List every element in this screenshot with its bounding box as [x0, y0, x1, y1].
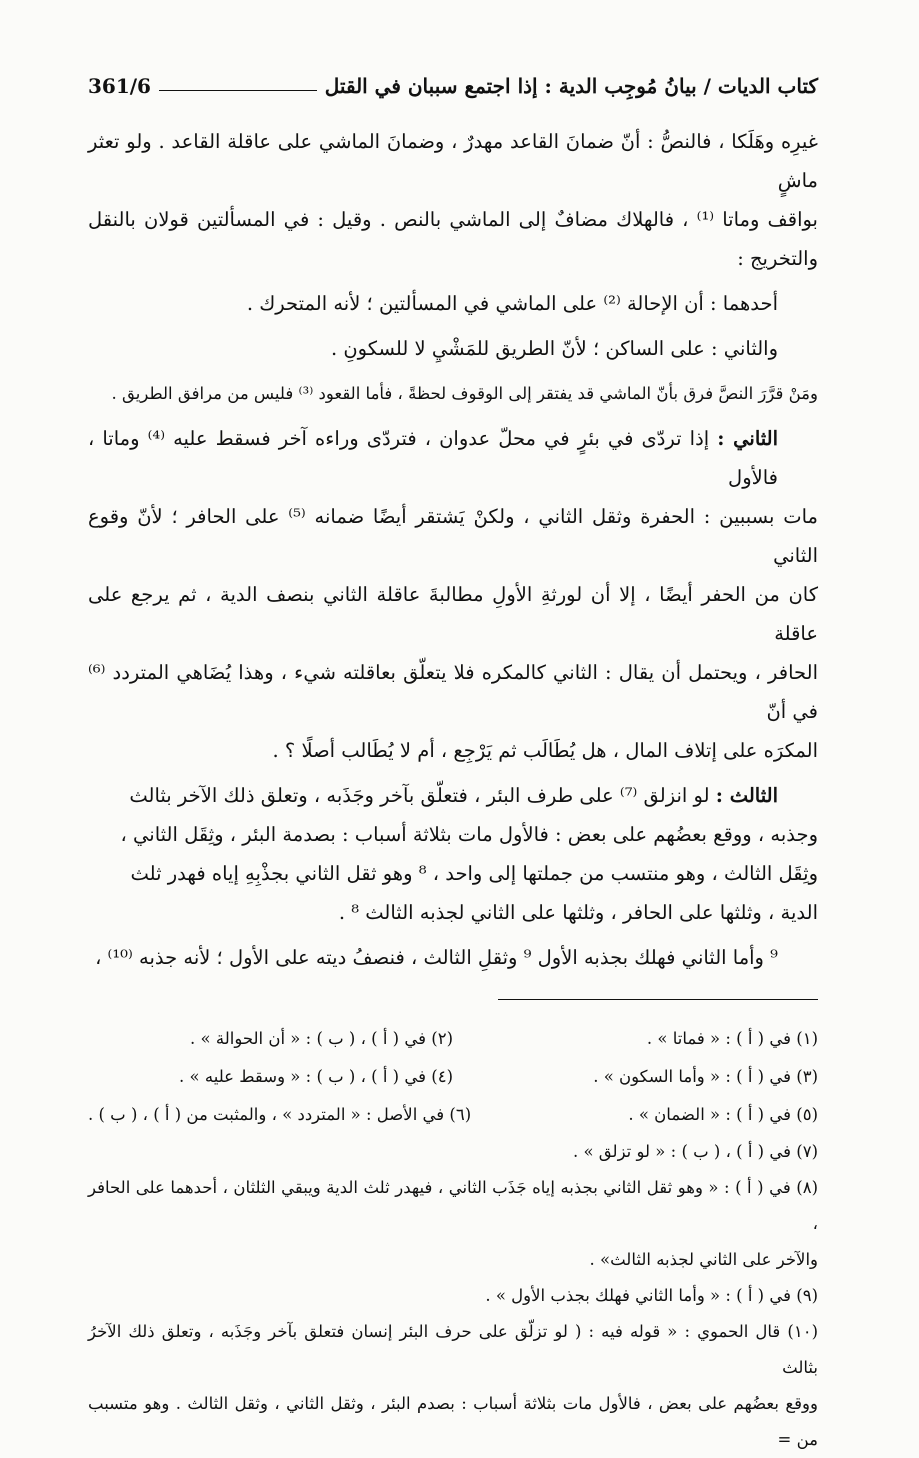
paragraph: أحدهما : أن الإحالة ⁽²⁾ على الماشي في المسألتين ؛ لأنه المتحرك . [246, 292, 778, 315]
paragraph-line: وجذبه ، ووقع بعضُهم على بعض : فالأول مات بثلاثة أسباب : بصدمة البئر ، وثِقَل الثاني ، [120, 823, 818, 846]
book-page [88, 68, 818, 1458]
paragraph-line: وثِقَل الثالث ، وهو منتسب من جملتها إلى واحد ، ⁸ وهو ثقل الثاني بجذْبِهِ إياه فهدر ثلث [130, 862, 818, 885]
paragraph-line: المكرَه على إتلاف المال ، هل يُطَالَب ثم يَرْجِع ، أم لا يُطَالب أصلًا ؟ . [272, 739, 818, 762]
footnote: (٥) في ( أ ) : « الضمان » . [628, 1105, 818, 1124]
paragraph-text: إذا تردّى في بئرٍ في محلّ عدوان ، فتردّى وراءه آخر فسقط عليه ⁽⁴⁾ وماتا ، فالأول [88, 427, 778, 489]
footnote: (٣) في ( أ ) : « وأما السكون » . [593, 1067, 818, 1086]
footnote: (١٠) قال الحموي : « قوله فيه : ( لو تزلّق على حرف البئر إنسان فتعلق بآخر وجَذَبه ، وتعلق ذلك الآخرُ بثالث [88, 1322, 818, 1377]
main-text [88, 122, 818, 977]
paragraph: ⁹ وأما الثاني فهلك بجذبه الأول ⁹ وثقلِ الثالث ، فنصفُ ديته على الأول ؛ لأنه جذبه ⁽¹⁰⁾ ، [95, 946, 778, 969]
footnote: (٢) في ( أ ) ، ( ب ) : « أن الحوالة » . [190, 1029, 453, 1048]
footnote: (٦) في الأصل : « المتردد » ، والمثبت من ( أ ) ، ( ب ) . [88, 1105, 472, 1124]
section-lead: الثالث : [715, 784, 778, 807]
footnote-row [88, 1020, 818, 1058]
paragraph: والثاني : على الساكن ؛ لأنّ الطريق للمَشْيِ لا للسكونِ . [330, 337, 778, 360]
paragraph-text: لو انزلق ⁽⁷⁾ على طرف البئر ، فتعلّق بآخر وجَذَبه ، وتعلق ذلك الآخر بثالث [129, 784, 716, 807]
paragraph-line [88, 419, 818, 497]
paragraph-line: بواقف وماتا ⁽¹⁾ ، فالهلاك مضافٌ إلى الماشي بالنص . وقيل : في المسألتين قولان بالنقل والتخريج : [88, 208, 818, 270]
header-title: كتاب الديات / بيانُ مُوجِب الدية : إذا اجتمع سببان في القتل [324, 74, 818, 98]
header-rule [159, 90, 317, 91]
footnote: (٩) في ( أ ) : « وأما الثاني فهلك بجذب الأول » . [485, 1286, 818, 1305]
footnote: (١) في ( أ ) : « فماتا » . [646, 1029, 818, 1048]
footnote-continuation: والآخر على الثاني لجذبه الثالث» . [589, 1250, 818, 1269]
paragraph-line: غيرِه وهَلَكا ، فالنصُّ : أنّ ضمانَ القاعد مهدرٌ ، وضمانَ الماشي على عاقلة القاعد . ولو تعثر ماشٍ [88, 130, 818, 192]
footnote-row [88, 1096, 818, 1134]
paragraph-line: مات بسببين : الحفرة وثقل الثاني ، ولكنْ يَشتقر أيضًا ضمانه ⁽⁵⁾ على الحافر ؛ لأنّ وقوع الثاني [88, 505, 818, 567]
paragraph-line: الحافر ، ويحتمل أن يقال : الثاني كالمكره فلا يتعلّق بعاقلته شيء ، وهذا يُضَاهي المتردد ⁽⁶⁾في أنّ [88, 661, 818, 723]
footnote: (٨) في ( أ ) : « وهو ثقل الثاني بجذبه إياه جَذَب الثاني ، فيهدر ثلث الدية ويبقي الثلثان ، أحدهما على الحافر ، [88, 1178, 818, 1233]
paragraph-line: كان من الحفر أيضًا ، إلا أن لورثةِ الأولِ مطالبةَ عاقلة الثاني بنصف الدية ، ثم يرجع على عاقلة [88, 583, 818, 645]
footnote-row [88, 1058, 818, 1096]
paragraph-line: الدية ، وثلثها على الحافر ، وثلثها على الثاني لجذبه الثالث ⁸ . [338, 901, 818, 924]
page-number: 361/6 [88, 74, 151, 98]
section-lead: الثاني : [717, 427, 779, 450]
footnotes [88, 1020, 818, 1458]
footnote: (٤) في ( أ ) ، ( ب ) : « وسقط عليه » . [179, 1067, 453, 1086]
footnote: (٧) في ( أ ) ، ( ب ) : « لو تزلق » . [572, 1142, 818, 1161]
footnote-continuation: ووقع بعضُهم على بعض ، فالأول مات بثلاثة أسباب : بصدم البئر ، وثقل الثاني ، وثقل الثالث . وهو متسبب من = [88, 1394, 818, 1449]
footnote-separator [498, 999, 818, 1000]
running-header [88, 68, 818, 104]
paragraph-line [88, 776, 818, 815]
paragraph: ومَنْ قرَّرَ النصَّ فرق بأنّ الماشي قد يفتقر إلى الوقوف لحظةً ، فأما القعود ⁽³⁾ فليس من مرافق الطريق . [111, 384, 818, 403]
